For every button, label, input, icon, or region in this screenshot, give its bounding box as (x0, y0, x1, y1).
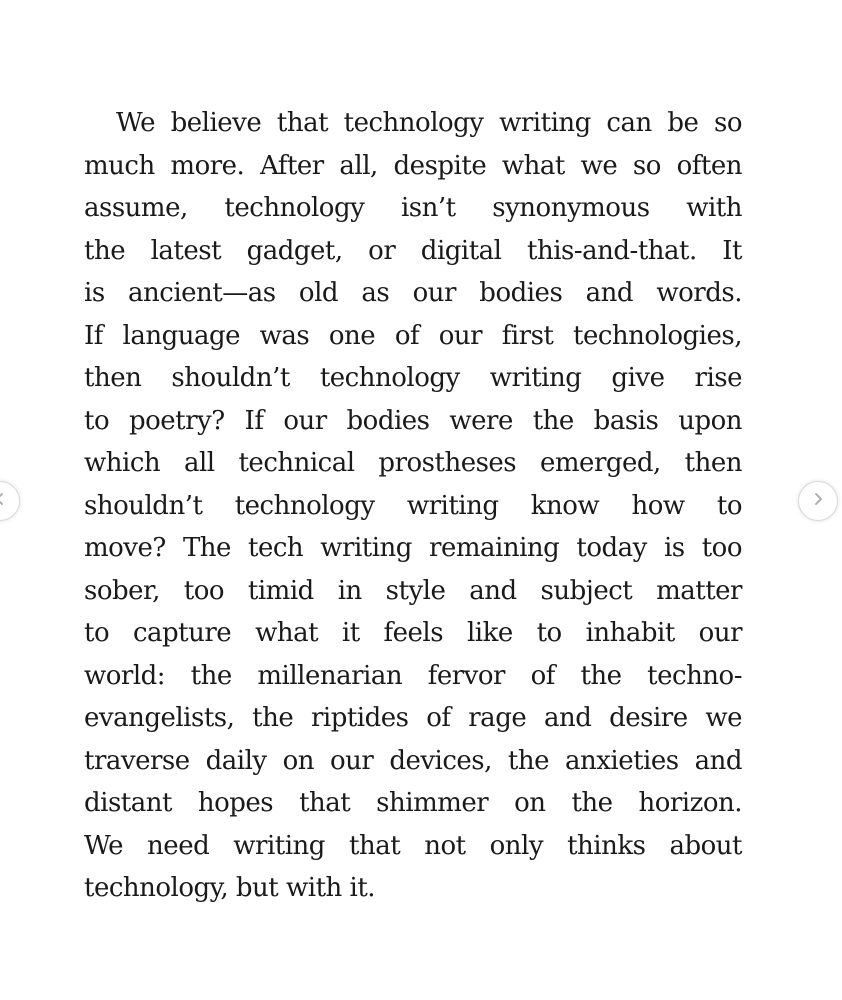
chevron-left-icon (0, 492, 7, 511)
paragraph-line: much more. After all, despite what we so often (84, 150, 742, 181)
paragraph-line: distant hopes that shimmer on the horizon. (84, 788, 742, 818)
next-slide-button[interactable] (798, 481, 838, 521)
paragraph-line: sober, too timid in style and subject matter (84, 575, 742, 606)
chevron-right-icon (811, 492, 825, 511)
paragraph-line: shouldn’t technology writing know how to (84, 490, 742, 521)
paragraph-line: then shouldn’t technology writing give rise (84, 363, 742, 393)
previous-slide-button[interactable] (0, 481, 20, 521)
paragraph-line: We believe that technology writing can be so (116, 108, 742, 138)
paragraph-line: If language was one of our first technologies, (84, 320, 742, 351)
paragraph-line: technology, but with it. (84, 873, 376, 903)
article-paragraph (84, 102, 742, 910)
paragraph-line: assume, technology isn’t synonymous with (84, 193, 742, 223)
paragraph-line: to poetry? If our bodies were the basis upon (84, 405, 742, 436)
paragraph-line: is ancient—as old as our bodies and words. (84, 278, 742, 308)
paragraph-line: move? The tech writing remaining today is too (84, 533, 742, 563)
paragraph-line: We need writing that not only thinks about (84, 830, 742, 861)
paragraph-line: world: the millenarian fervor of the techno- (84, 660, 742, 691)
paragraph-line: the latest gadget, or digital this-and-that. It (84, 235, 742, 266)
paragraph-line: traverse daily on our devices, the anxieties and (84, 745, 742, 776)
paragraph-line: to capture what it feels like to inhabit our (84, 618, 742, 648)
paragraph-line: evangelists, the riptides of rage and desire we (84, 703, 742, 733)
paragraph-line: which all technical prostheses emerged, then (84, 448, 742, 478)
